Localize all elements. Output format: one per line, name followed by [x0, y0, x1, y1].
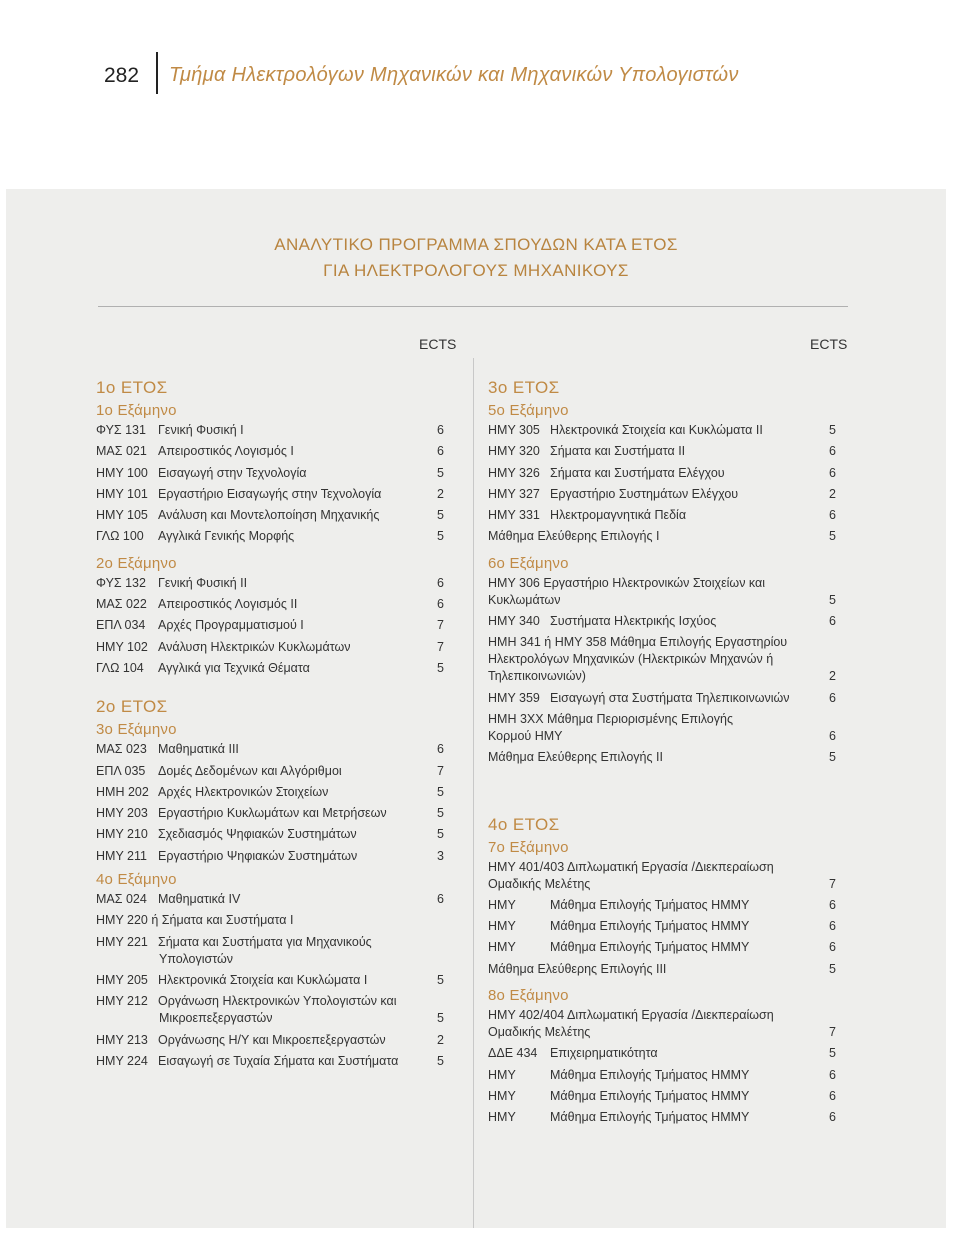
course-row — [96, 443, 451, 460]
course-row — [96, 805, 451, 822]
course-code: ΗΜΥ 210 — [96, 827, 148, 842]
course-name: Μάθημα Επιλογής Τμήματος ΗΜΜΥ — [550, 1110, 750, 1125]
year-heading: 4ο ΕΤΟΣ — [488, 814, 560, 834]
course-row — [488, 1088, 843, 1105]
course-row — [488, 465, 843, 482]
course-name: Μάθημα Ελεύθερης Επιλογής Ι — [488, 529, 660, 544]
course-line: Κυκλωμάτων — [488, 592, 561, 607]
course-line: Κορμού ΗΜΥ — [488, 728, 563, 743]
course-line: ΗΜΗ 341 ή ΗΜΥ 358 Μάθημα Επιλογής Εργαστηρίου — [488, 635, 788, 650]
course-row — [488, 507, 843, 524]
course-row — [96, 763, 451, 780]
course-row — [96, 826, 451, 843]
course-ects: 5 — [437, 1053, 444, 1068]
course-ects: 3 — [437, 848, 444, 863]
course-ects: 5 — [437, 827, 444, 842]
course-ects: 7 — [437, 763, 444, 778]
course-line: ΗΜΥ 402/404 Διπλωματική Εργασία /Διεκπεραίωση — [488, 1008, 774, 1023]
course-name: Γενική Φυσική ΙΙ — [158, 575, 248, 590]
course-code: ΗΜΥ 359 — [488, 690, 540, 705]
course-code: ΓΛΩ 100 — [96, 529, 144, 544]
course-ects: 5 — [829, 592, 836, 607]
course-ects: 6 — [829, 919, 836, 934]
course-name: Ηλεκτρονικά Στοιχεία και Κυκλώματα Ι — [158, 972, 368, 987]
course-code: ΗΜΥ 203 — [96, 806, 148, 821]
course-ects: 6 — [829, 897, 836, 912]
semester-heading: 6ο Εξάμηνο — [488, 554, 569, 572]
course-row — [488, 918, 843, 935]
page-header — [6, 6, 946, 189]
course-row — [488, 443, 843, 460]
course-row — [96, 1032, 451, 1049]
course-ects: 5 — [437, 660, 444, 675]
course-row — [488, 528, 843, 545]
ects-header-left: ECTS — [419, 336, 457, 352]
course-code: ΗΜΥ — [488, 1067, 516, 1082]
course-code: ΓΛΩ 104 — [96, 660, 144, 675]
course-row — [96, 848, 451, 865]
course-ects: 5 — [829, 961, 836, 976]
course-row — [96, 507, 451, 524]
course-row — [488, 939, 843, 956]
course-row — [488, 1109, 843, 1126]
course-code: ΗΜΥ 340 — [488, 614, 540, 629]
course-row — [96, 972, 451, 989]
course-ects: 5 — [829, 1046, 836, 1061]
course-code: ΗΜΥ 221 — [96, 934, 148, 949]
course-ects: 2 — [829, 669, 836, 684]
course-ects: 6 — [829, 690, 836, 705]
course-row — [488, 690, 843, 707]
course-name: Σήματα και Συστήματα ΙΙ — [550, 444, 686, 459]
course-code: ΗΜΥ 211 — [96, 848, 147, 863]
title-divider — [98, 306, 848, 307]
course-row — [488, 1045, 843, 1062]
course-row — [488, 575, 843, 609]
course-row — [96, 934, 451, 968]
document-title-line-2: ΓΙΑ ΗΛΕΚΤΡΟΛΟΓΟΥΣ ΜΗΧΑΝΙΚΟΥΣ — [323, 261, 629, 280]
course-code: ΦΥΣ 132 — [96, 575, 146, 590]
course-code: ΗΜΥ 212 — [96, 994, 148, 1009]
course-line: ΗΜΗ 3ΧΧ Μάθημα Περιορισμένης Επιλογής — [488, 711, 733, 726]
course-ects: 6 — [437, 423, 444, 437]
left-column — [96, 376, 451, 1074]
course-name: Επιχειρηματικότητα — [550, 1046, 658, 1061]
course-ects: 6 — [829, 465, 836, 480]
course-name: Εισαγωγή στα Συστήματα Τηλεπικοινωνιών — [550, 690, 790, 705]
course-ects: 6 — [829, 940, 836, 955]
course-row — [488, 613, 843, 630]
course-code: ΦΥΣ 131 — [96, 423, 146, 437]
course-name: Εισαγωγή σε Τυχαία Σήματα και Συστήματα — [158, 1053, 399, 1068]
course-ects: 5 — [437, 806, 444, 821]
course-name: Σήματα και Συστήματα Ελέγχου — [550, 465, 725, 480]
course-row — [488, 897, 843, 914]
course-code: ΗΜΥ 100 — [96, 465, 148, 480]
course-ects: 6 — [829, 1067, 836, 1082]
course-code: ΜΑΣ 023 — [96, 742, 147, 757]
course-code: ΗΜΥ 102 — [96, 639, 148, 654]
document-title-line-1: ΑΝΑΛΥΤΙΚΟ ΠΡΟΓΡΑΜΜΑ ΣΠΟΥΔΩΝ ΚΑΤΑ ΕΤΟΣ — [274, 235, 678, 254]
course-ects: 2 — [829, 486, 836, 501]
course-code: ΗΜΥ 326 — [488, 465, 540, 480]
course-name: Μάθημα Ελεύθερης Επιλογής ΙΙΙ — [488, 961, 667, 976]
course-line: Ομαδικής Μελέτης — [488, 1025, 591, 1040]
course-name: Μάθημα Ελεύθερης Επιλογής ΙΙ — [488, 750, 663, 765]
course-row — [96, 741, 451, 758]
course-code: ΗΜΥ — [488, 1110, 516, 1125]
course-name: Μάθημα Επιλογής Τμήματος ΗΜΜΥ — [550, 919, 750, 934]
course-name: Εισαγωγή στην Τεχνολογία — [158, 465, 307, 480]
ects-header-right: ECTS — [810, 336, 848, 352]
course-row — [488, 961, 843, 978]
course-row — [96, 784, 451, 801]
course-row — [488, 486, 843, 503]
course-name: Εργαστήριο Κυκλωμάτων και Μετρήσεων — [158, 806, 387, 821]
course-code: ΗΜΗ 202 — [96, 784, 149, 799]
course-name: Αγγλικά Γενικής Μορφής — [158, 529, 295, 544]
course-ects: 7 — [437, 639, 444, 654]
course-code: ΗΜΥ 213 — [96, 1032, 148, 1047]
course-code: ΗΜΥ 320 — [488, 444, 540, 459]
course-ects: 7 — [829, 876, 836, 891]
course-ects: 6 — [437, 892, 444, 907]
course-code: ΗΜΥ 327 — [488, 486, 540, 501]
course-ects: 6 — [829, 1088, 836, 1103]
page-number: 282 — [104, 64, 140, 87]
course-code: ΗΜΥ 101 — [96, 486, 148, 501]
course-ects: 5 — [437, 784, 444, 799]
course-name: Αρχές Προγραμματισμού Ι — [158, 618, 304, 633]
course-row — [96, 465, 451, 482]
running-title: Τμήμα Ηλεκτρολόγων Μηχανικών και Μηχανικών Υπολογιστών — [169, 64, 739, 86]
course-name: Σχεδιασμός Ψηφιακών Συστημάτων — [158, 827, 357, 842]
course-name: Μάθημα Επιλογής Τμήματος ΗΜΜΥ — [550, 1088, 750, 1103]
course-line: ΗΜΥ 401/403 Διπλωματική Εργασία /Διεκπεραίωση — [488, 859, 774, 874]
column-divider — [473, 358, 474, 1228]
course-ects: 5 — [437, 529, 444, 544]
course-ects: 6 — [437, 597, 444, 612]
course-code: ΕΠΛ 035 — [96, 763, 146, 778]
course-code: ΜΑΣ 024 — [96, 892, 147, 907]
course-name: Αρχές Ηλεκτρονικών Στοιχείων — [158, 784, 329, 799]
course-name-continued: Υπολογιστών — [159, 951, 234, 966]
course-name: Σήματα και Συστήματα για Μηχανικούς — [158, 934, 372, 949]
course-ects: 6 — [437, 742, 444, 757]
course-ects: 6 — [829, 508, 836, 523]
course-row — [488, 749, 843, 766]
course-name: Οργάνωση Ηλεκτρονικών Υπολογιστών και — [158, 994, 397, 1009]
course-name: Μάθημα Επιλογής Τμήματος ΗΜΜΥ — [550, 897, 750, 912]
course-name: Μάθημα Επιλογής Τμήματος ΗΜΜΥ — [550, 1067, 750, 1082]
course-name: Γενική Φυσική Ι — [158, 423, 244, 437]
course-name: Απειροστικός Λογισμός Ι — [158, 444, 294, 459]
course-name: Ηλεκτρομαγνητικά Πεδία — [550, 508, 687, 523]
course-name: Μάθημα Επιλογής Τμήματος ΗΜΜΥ — [550, 940, 750, 955]
course-ects: 5 — [437, 1011, 444, 1026]
semester-heading: 1ο Εξάμηνο — [96, 402, 177, 419]
course-ects: 6 — [437, 444, 444, 459]
course-row — [488, 859, 843, 893]
header-divider — [156, 52, 158, 94]
course-ects: 6 — [829, 444, 836, 459]
course-code: ΜΑΣ 021 — [96, 444, 147, 459]
course-code: ΗΜΥ 331 — [488, 508, 540, 523]
page — [6, 6, 946, 1228]
course-ects: 6 — [829, 1110, 836, 1125]
course-code: ΗΜΥ — [488, 940, 516, 955]
course-ects: 5 — [437, 508, 444, 523]
course-name: Οργάνωσης Η/Υ και Μικροεπεξεργαστών — [158, 1032, 386, 1047]
course-row — [488, 422, 843, 439]
course-row — [96, 528, 451, 545]
course-ects: 7 — [437, 618, 444, 633]
semester-heading: 8ο Εξάμηνο — [488, 987, 569, 1005]
course-name: Εργαστήριο Συστημάτων Ελέγχου — [550, 486, 739, 501]
course-ects: 5 — [829, 529, 836, 544]
year-heading: 2ο ΕΤΟΣ — [96, 697, 168, 717]
course-row — [488, 634, 843, 685]
semester-heading: 2ο Εξάμηνο — [96, 554, 177, 572]
course-ects: 2 — [437, 486, 444, 501]
course-code: ΗΜΥ 305 — [488, 423, 540, 437]
course-ects: 6 — [437, 575, 444, 590]
semester-heading: 3ο Εξάμηνο — [96, 721, 177, 739]
course-code: ΗΜΥ — [488, 1088, 516, 1103]
course-row — [96, 1053, 451, 1070]
course-line: ΗΜΥ 306 Εργαστήριο Ηλεκτρονικών Στοιχείων και — [488, 575, 766, 590]
course-code: ΗΜΥ — [488, 897, 516, 912]
course-ects: 5 — [829, 750, 836, 765]
course-name-continued: Μικροεπεξεργαστών — [159, 1011, 273, 1026]
course-name: Μαθηματικά ΙΙΙ — [158, 742, 239, 757]
course-row — [96, 486, 451, 503]
year-heading: 1ο ΕΤΟΣ — [96, 378, 168, 397]
course-name: Δομές Δεδομένων και Αλγόριθμοι — [158, 763, 342, 778]
course-ects: 5 — [437, 972, 444, 987]
course-row — [488, 1007, 843, 1041]
course-name: Ανάλυση και Μοντελοποίηση Μηχανικής — [158, 508, 380, 523]
course-line: Ομαδικής Μελέτης — [488, 876, 591, 891]
course-name: Εργαστήριο Εισαγωγής στην Τεχνολογία — [158, 486, 382, 501]
semester-heading: 5ο Εξάμηνο — [488, 402, 569, 419]
course-row — [96, 596, 451, 613]
course-code: ΗΜΥ — [488, 919, 516, 934]
course-ects: 7 — [829, 1025, 836, 1040]
course-row — [488, 1067, 843, 1084]
course-code: ΗΜΥ 105 — [96, 508, 148, 523]
course-name: Εργαστήριο Ψηφιακών Συστημάτων — [158, 848, 358, 863]
course-row — [96, 891, 451, 908]
course-row — [96, 422, 451, 439]
course-code: ΗΜΥ 224 — [96, 1053, 148, 1068]
course-row — [96, 639, 451, 656]
course-ects: 2 — [437, 1032, 444, 1047]
course-line: Ηλεκτρολόγων Μηχανικών (Ηλεκτρικών Μηχανών ή — [488, 652, 774, 667]
year-heading: 3ο ΕΤΟΣ — [488, 378, 560, 397]
course-ects: 6 — [829, 614, 836, 629]
course-row — [488, 711, 843, 745]
course-ects: 5 — [829, 423, 836, 437]
course-text: ΗΜΥ 220 ή Σήματα και Συστήματα Ι — [96, 913, 294, 928]
course-ects: 5 — [437, 465, 444, 480]
course-row — [96, 617, 451, 634]
right-column — [488, 376, 843, 1131]
course-name: Ανάλυση Ηλεκτρικών Κυκλωμάτων — [158, 639, 351, 654]
course-name: Μαθηματικά ΙV — [158, 892, 241, 907]
course-row — [96, 575, 451, 592]
course-code: ΕΠΛ 034 — [96, 618, 146, 633]
course-name: Αγγλικά για Τεχνικά Θέματα — [158, 660, 310, 675]
semester-heading: 4ο Εξάμηνο — [96, 871, 177, 889]
course-name: Απειροστικός Λογισμός ΙΙ — [158, 597, 298, 612]
course-name: Συστήματα Ηλεκτρικής Ισχύος — [550, 614, 717, 629]
course-name: Ηλεκτρονικά Στοιχεία και Κυκλώματα ΙΙ — [550, 423, 763, 437]
course-code: ΔΔΕ 434 — [488, 1046, 538, 1061]
course-row — [96, 912, 451, 929]
course-code: ΜΑΣ 022 — [96, 597, 147, 612]
course-row — [96, 660, 451, 677]
course-ects: 6 — [829, 728, 836, 743]
semester-heading: 7ο Εξάμηνο — [488, 838, 569, 856]
course-line: Τηλεπικοινωνιών) — [488, 669, 586, 684]
course-row — [96, 993, 451, 1027]
course-code: ΗΜΥ 205 — [96, 972, 148, 987]
